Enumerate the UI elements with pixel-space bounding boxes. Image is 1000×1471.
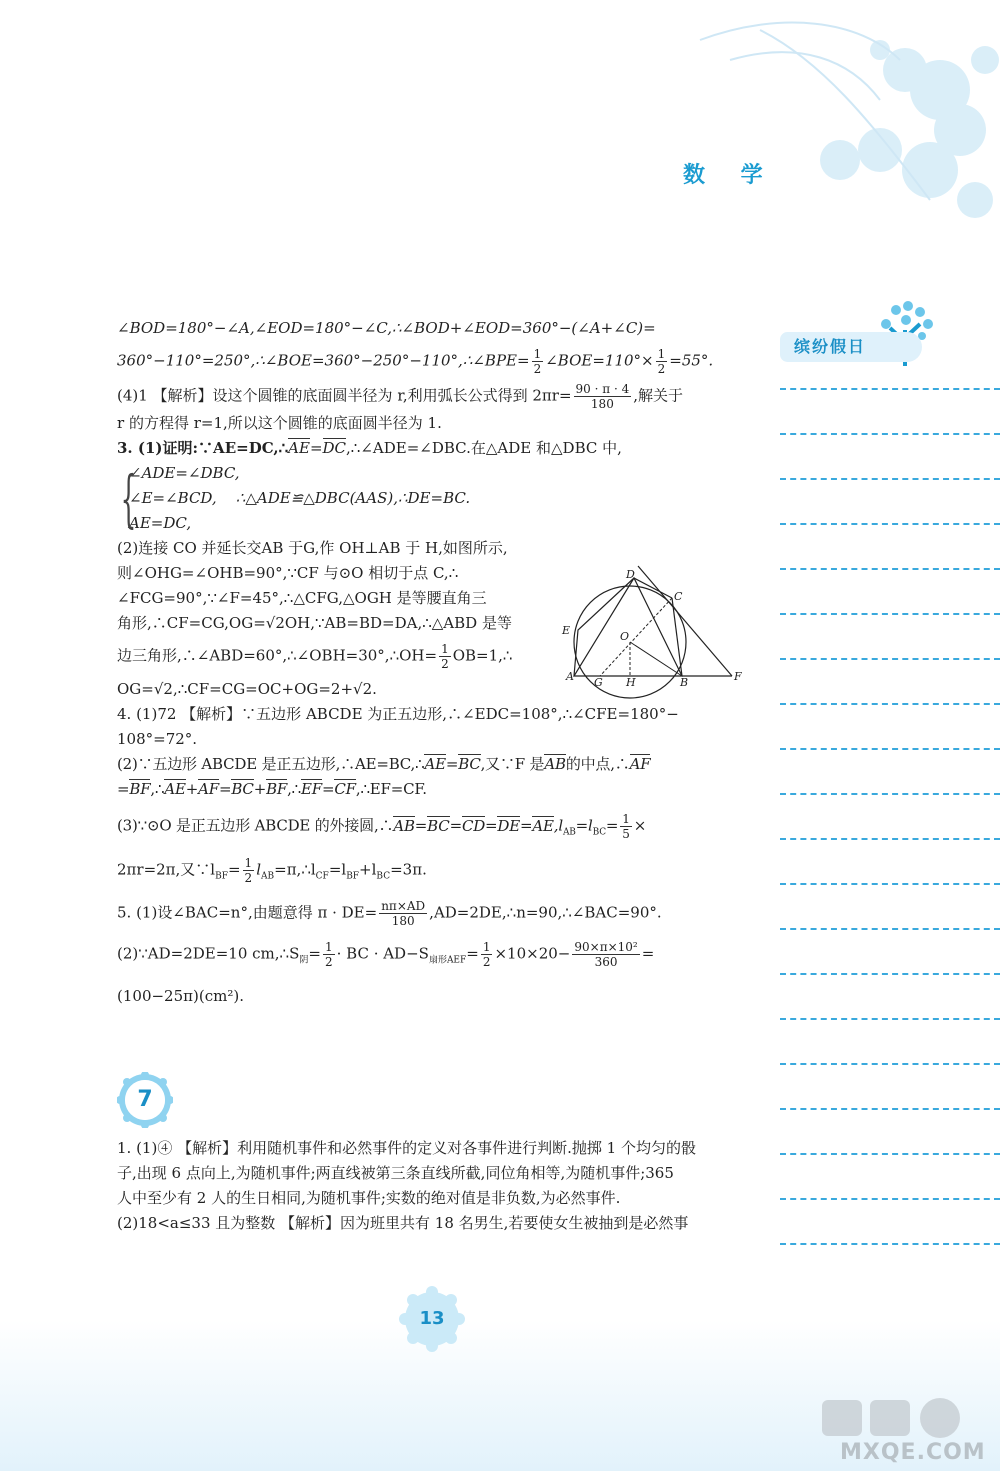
text-line: OG=√2,∴CF=CG=OC+OG=2+√2.	[117, 680, 377, 698]
section-7-text	[117, 1136, 749, 1236]
circle-tangent-diagram	[556, 564, 752, 714]
point-label: F	[734, 670, 742, 683]
note-line	[780, 433, 1000, 435]
text-line: 3. (1)证明:∵AE=DC,∴AE=DC,∴∠ADE=∠DBC.在△ADE 和△DBC 中,	[117, 439, 622, 457]
point-label: C	[674, 590, 683, 603]
section-badge	[117, 1072, 173, 1128]
note-line	[780, 1063, 1000, 1065]
point-label: A	[566, 670, 574, 683]
text-line: (2)∵五边形 ABCDE 是正五边形,∴AE=BC,∴AE=BC,又∵F 是AB的中点,∴AF	[117, 755, 651, 773]
note-line	[780, 748, 1000, 750]
floral-decoration	[0, 0, 1000, 260]
note-line	[780, 478, 1000, 480]
equation-system	[117, 461, 749, 536]
fraction: $\frac{1}{2}$	[244, 855, 253, 885]
sidebar-tag: 缤纷假日	[780, 332, 922, 362]
text-line: ∠BOD=180°−∠A,∠EOD=180°−∠C,∴∠BOD+∠EOD=360°−(∠A+∠C)=	[117, 319, 656, 337]
text-line: 4. (1)72 【解析】∵五边形 ABCDE 为正五边形,∴∠EDC=108°,∴∠CFE=180°−	[117, 705, 679, 723]
note-line	[780, 838, 1000, 840]
equation: AE=DC,	[129, 514, 192, 532]
fraction: $\frac{n\pi\times AD}{180}$	[381, 899, 426, 928]
note-line	[780, 703, 1000, 705]
note-line	[780, 658, 1000, 660]
text-line: (100−25π)(cm²).	[117, 986, 244, 1005]
fraction: $\frac{1}{2}$	[324, 940, 333, 969]
text-line: 角形,∴CF=CG,OG=√2OH,∵AB=BD=DA,∴△ABD 是等	[117, 614, 512, 632]
note-line	[780, 928, 1000, 930]
equation: ∠E=∠BCD, ∴△ADE≌△DBC(AAS),∴DE=BC.	[129, 489, 471, 507]
text-line: 108°=72°.	[117, 730, 198, 748]
note-line	[780, 883, 1000, 885]
page-number: 13	[419, 1308, 445, 1329]
notes-sidebar	[778, 296, 1000, 1276]
note-line	[780, 1198, 1000, 1200]
note-line	[780, 1108, 1000, 1110]
note-line	[780, 1018, 1000, 1020]
brace-icon: {	[120, 461, 137, 535]
text-line: (4)1 【解析】设这个圆锥的底面圆半径为 r,利用弧长公式得到 2πr= $\frac{90 \cdot \pi \cdot 4}{180}$ ,解关于	[117, 382, 683, 411]
point-label: H	[626, 676, 636, 689]
text-line: 5. (1)设∠BAC=n°,由题意得 π · DE= $\frac{n\pi\times AD}{180}$ ,AD=2DE,∴n=90,∴∠BAC=90°.	[117, 899, 662, 928]
text-line: (2)∵AD=2DE=10 $cm,\therefore S_阴=$ $\frac{1}{2}$ · BC · $AD-S_{扇形AEF}=$ $\frac{1}{2}$ ×10×20− $\frac{\text{90×π×10²}}{360}$ =	[117, 940, 655, 969]
watermark-text: MXQE.COM	[840, 1440, 986, 1465]
fraction: $\frac{90 \cdot \pi \cdot 4}{180}$	[575, 382, 630, 411]
note-line	[780, 523, 1000, 525]
text-line: (3)∵⊙O 是正五边形 ABCDE 的外接圆$,\therefore AB=BC=CD=DE=AE,l_{AB}=l_{BC}=$ $\frac{1}{5}$ ×	[117, 812, 647, 841]
note-line	[780, 613, 1000, 615]
note-line	[780, 1153, 1000, 1155]
fraction: $\frac{1}{5}$	[622, 812, 630, 841]
fraction: $\frac{1}{2}$	[657, 347, 666, 376]
text-line: =BF,∴AE+AF=BC+BF,∴EF=CF,∴EF=CF.	[117, 780, 427, 798]
section-number: 7	[137, 1087, 153, 1112]
text-line: 则∠OHG=∠OHB=90°,∵CF 与⊙O 相切于点 C,∴	[117, 564, 459, 582]
text-line: 人中至少有 2 人的生日相同,为随机事件;实数的绝对值是非负数,为必然事件.	[117, 1189, 621, 1207]
note-line	[780, 793, 1000, 795]
text-line: r 的方程得 r=1,所以这个圆锥的底面圆半径为 1.	[117, 414, 442, 432]
point-label: G	[594, 676, 603, 689]
text-line: ∠FCG=90°,∵∠F=45°,∴△CFG,△OGH 是等腰直角三	[117, 589, 487, 607]
point-label: B	[680, 676, 689, 689]
note-line	[780, 388, 1000, 390]
subject-title: 数 学	[683, 162, 777, 188]
point-label: O	[620, 630, 630, 643]
text-line: 子,出现 6 点向上,为随机事件;两直线被第三条直线所截,同位角相等,为随机事件;365	[117, 1164, 674, 1182]
text-line: 360°−110°=250°,∴∠BOE=360°−250°−110°,∴∠BPE= $\frac{1}{2}$ ∠BOE=110°× $\frac{1}{2}$ =55°.	[117, 347, 714, 376]
point-label: D	[626, 568, 635, 581]
point-label: E	[562, 624, 571, 637]
fraction: $\frac{1}{2}$	[441, 642, 449, 671]
fraction: $\frac{1}{2}$	[533, 347, 542, 376]
text-line: (2)连接 CO 并延长交AB 于G,作 OH⊥AB 于 H,如图所示,	[117, 539, 508, 557]
equation: ∠ADE=∠DBC,	[129, 464, 240, 482]
text-line: 边三角形,∴∠ABD=60°,∴∠OBH=30°,∴OH= $\frac{1}{2}$ OB=1,∴	[117, 642, 513, 671]
page-number-badge	[399, 1286, 465, 1352]
fraction: $\frac{\text{90×π×10²}}{360}$	[574, 940, 638, 969]
note-line	[780, 973, 1000, 975]
text-line: 1. (1)④ 【解析】利用随机事件和必然事件的定义对各事件进行判断.抛掷 1 个均匀的骰	[117, 1139, 696, 1157]
fraction: $\frac{1}{2}$	[482, 940, 491, 969]
text-line: (2)18<a≤33 且为整数 【解析】因为班里共有 18 名男生,若要使女生被抽到是必然事	[117, 1214, 689, 1232]
text-line: 2πr=2π,又$\because l_{BF}=$ $\frac{1}{2}$ $l_{AB}=\pi,\therefore l_{CF}=l_{BF}+l_{BC}=3\pi$.	[117, 855, 427, 885]
geometry-figure	[556, 564, 752, 714]
note-line	[780, 568, 1000, 570]
note-line	[780, 1243, 1000, 1245]
